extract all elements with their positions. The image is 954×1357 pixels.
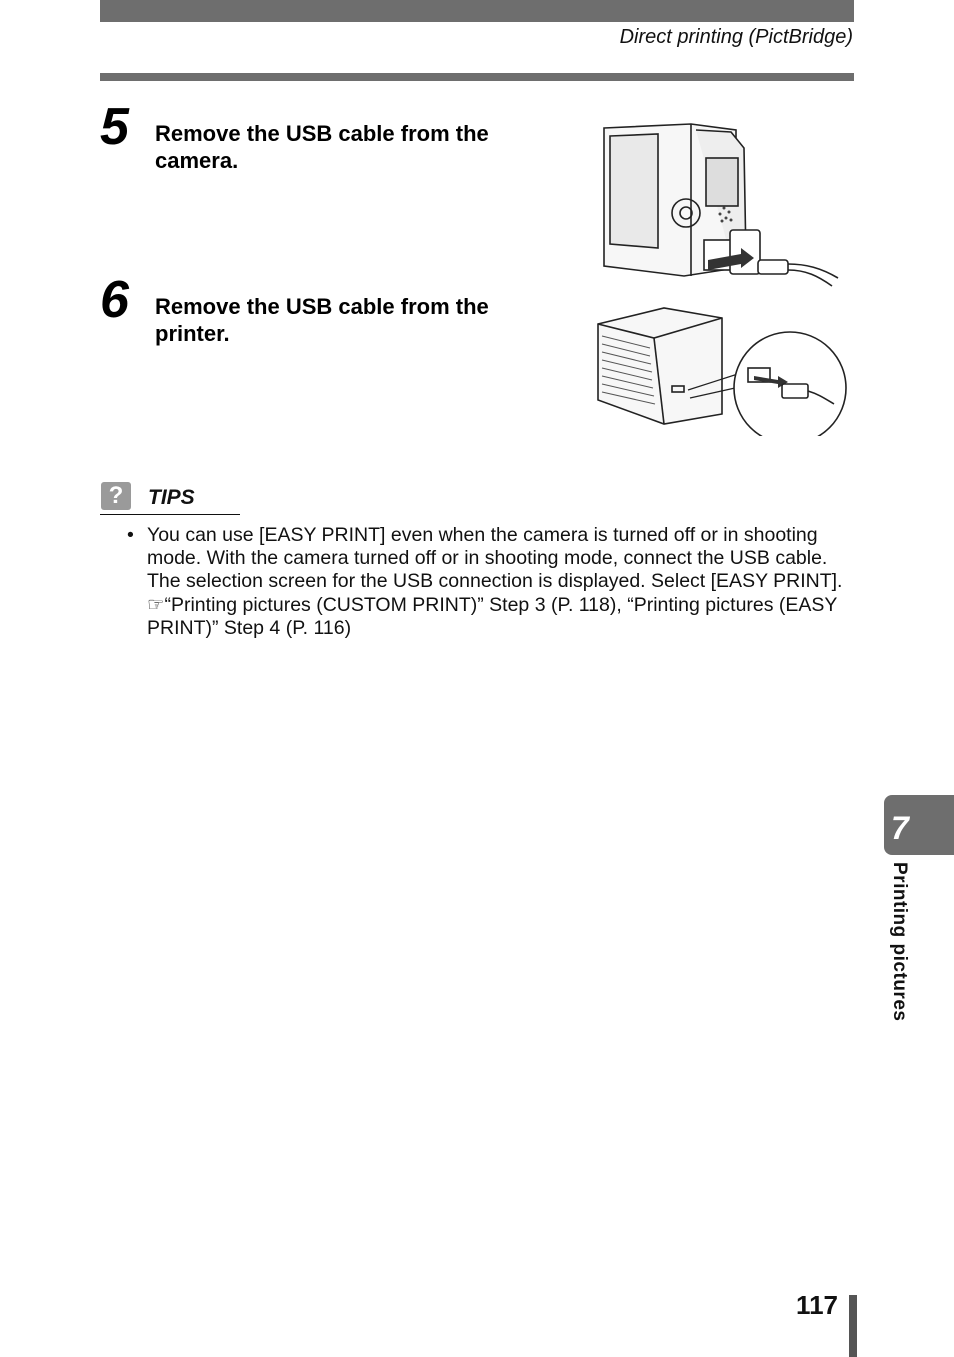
step-text-6: Remove the USB cable from the printer.	[155, 294, 489, 346]
header-title: Direct printing (PictBridge)	[619, 26, 853, 48]
chapter-label: Printing pictures	[889, 862, 910, 1022]
chapter-number: 7	[891, 810, 909, 846]
question-mark-icon: ?	[101, 482, 131, 510]
page-number-bar	[849, 1295, 857, 1357]
tip-item: You can use [EASY PRINT] even when the camera is turned off or in shooting mode. With the camera turned off or in shooting mode, connect the USB cable. The selection screen for the USB connection is displayed. Select [EASY PRINT]. ☞“Printing pictures (CUSTOM PRINT)” Step 3 (P. 118), “Printing pictures (EASY PRINT)” Step 4 (P. 116)	[147, 524, 843, 639]
page-number: 117	[796, 1290, 838, 1320]
tips-rule	[100, 514, 240, 515]
printer-usb-illustration	[594, 302, 850, 436]
tip-bullet: •	[127, 524, 134, 546]
step-text-5: Remove the USB cable from the camera.	[155, 121, 489, 173]
camera-usb-illustration	[596, 118, 842, 288]
step-number-5: 5	[100, 98, 129, 156]
tips-heading: TIPS	[148, 486, 195, 509]
header-rule	[100, 73, 854, 81]
step-number-6: 6	[100, 271, 129, 329]
header-top-bar	[100, 0, 854, 22]
